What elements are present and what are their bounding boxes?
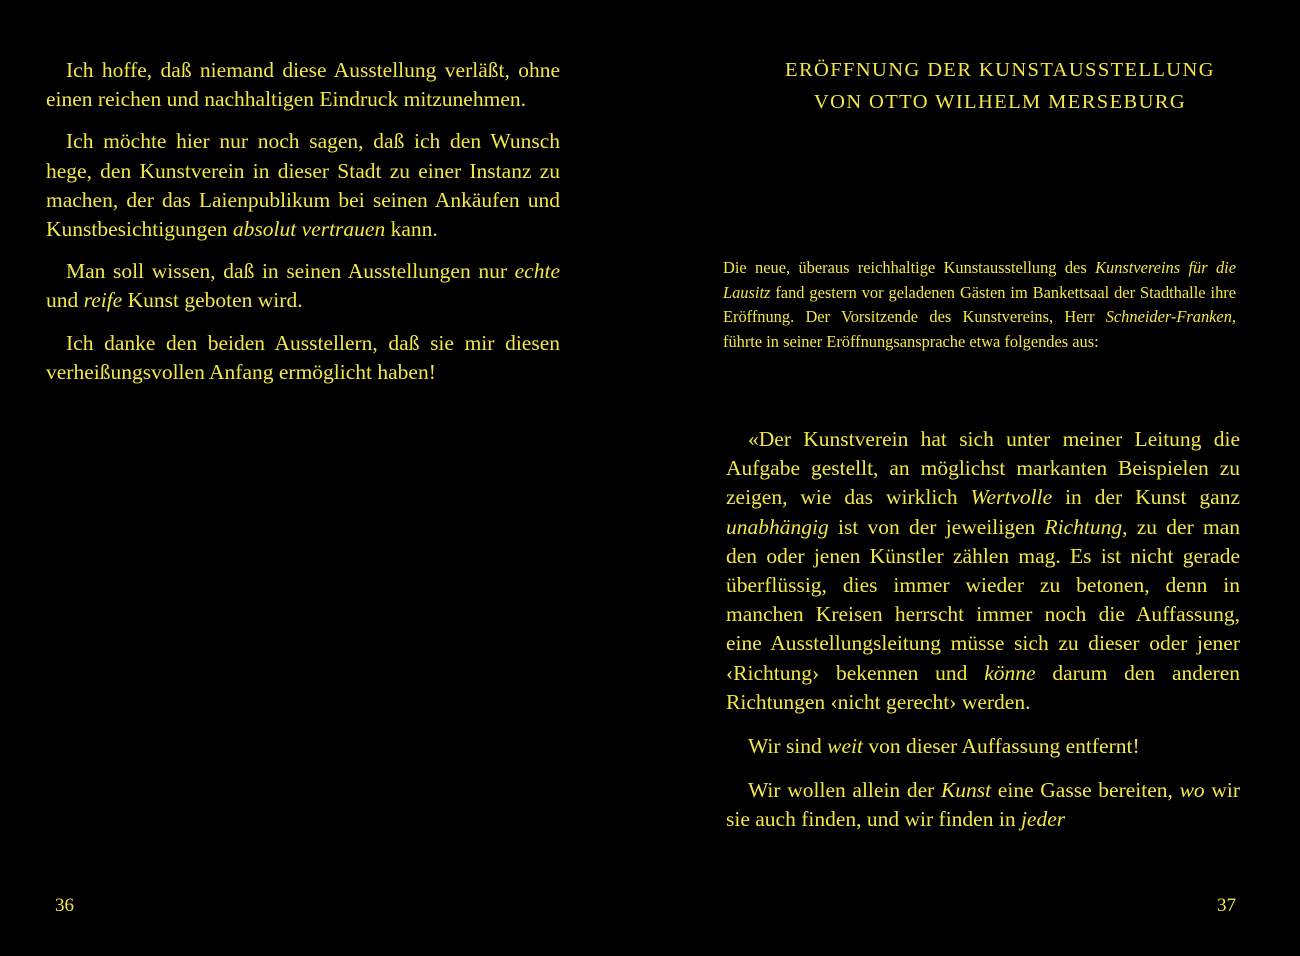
text-run: Ich danke den beiden Ausstellern, daß sie mir diesen verheißungsvollen Anfang ermöglicht haben!	[46, 330, 560, 384]
text-run: Wir sind	[748, 734, 828, 759]
italic-text: jeder	[1020, 807, 1066, 832]
paragraph	[46, 257, 560, 315]
italic-text: Richtung,	[1044, 514, 1128, 539]
text-run: von dieser Auffassung entfernt!	[863, 734, 1140, 759]
italic-text: wo	[1179, 778, 1205, 803]
right-page	[650, 0, 1300, 956]
page-number-right: 37	[1217, 895, 1236, 916]
paragraph	[46, 56, 560, 114]
text-run: Man soll wissen, daß in seinen Ausstellungen nur	[66, 259, 515, 284]
article-intro	[723, 256, 1236, 354]
right-page-body	[726, 425, 1240, 850]
italic-text: weit	[827, 734, 863, 759]
text-run: Ich möchte hier nur noch sagen, daß ich den Wunsch hege, den Kunstverein in dieser Stadt zu einer Instanz zu machen, der das Laienpublikum bei seinen Ankäufen und Kunstbesichtigungen	[46, 129, 560, 242]
italic-text: Schneider-Franken,	[1105, 307, 1236, 327]
italic-text: Kunstvereins für die Lausitz	[723, 258, 1236, 302]
text-run: darum den anderen Richtungen ‹nicht gerecht› werden.	[726, 660, 1240, 714]
paragraph	[46, 329, 560, 387]
title-line-1: ERÖFFNUNG DER KUNSTAUSSTELLUNG	[785, 59, 1215, 81]
paragraph	[726, 425, 1240, 717]
paragraph	[46, 127, 560, 244]
text-run: «Der Kunstverein hat sich unter meiner Leitung die Aufgabe gestellt, an möglichst markanten Beispielen zu zeigen, wie das wirklich	[726, 427, 1240, 510]
text-run: Kunst geboten wird.	[122, 288, 303, 313]
italic-text: Kunst	[940, 778, 992, 803]
italic-text: unabhängig	[726, 514, 829, 539]
text-run: führte in seiner Eröffnungsansprache etwa folgendes aus:	[723, 331, 1099, 351]
italic-text: reife	[83, 288, 123, 313]
title-line-2: VON OTTO WILHELM MERSEBURG	[813, 91, 1187, 113]
italic-text: könne	[984, 660, 1036, 685]
text-run: Die neue, überaus reichhaltige Kunstausstellung des	[723, 258, 1096, 277]
italic-text: echte	[514, 259, 560, 284]
text-run: zu der man den oder jenen Künstler zählen mag. Es ist nicht gerade überflüssig, dies immer wieder zu betonen, denn in manchen Kreisen herrscht immer noch die Auffassung, eine Ausstellungsleitung müsse sich zu dieser oder jener ‹Richtung› bekennen und	[726, 514, 1240, 685]
text-run: fand gestern vor geladenen Gästen im Bankettsaal der Stadthalle ihre Eröffnung. Der Vorsitzende des Kunstvereins, Herr	[723, 282, 1236, 327]
article-title	[720, 54, 1280, 118]
left-page-body	[46, 56, 560, 400]
text-run: in der Kunst ganz	[1052, 485, 1240, 510]
paragraph	[726, 732, 1240, 761]
italic-text: absolut vertrauen	[232, 217, 386, 242]
text-run: kann.	[385, 217, 438, 242]
page-number-left: 36	[55, 895, 74, 916]
text-run: Ich hoffe, daß niemand diese Ausstellung verläßt, ohne einen reichen und nachhaltigen Eindruck mitzunehmen.	[46, 58, 560, 112]
intro-paragraph	[723, 256, 1236, 354]
paragraph	[726, 776, 1240, 834]
text-run: ist von der jeweiligen	[828, 514, 1045, 539]
italic-text: Wertvolle	[970, 485, 1053, 510]
text-run: eine Gasse bereiten,	[991, 778, 1180, 803]
text-run: und	[46, 288, 84, 313]
text-run: wir sie auch finden, und wir finden in	[726, 778, 1240, 832]
text-run: Wir wollen allein der	[748, 778, 941, 803]
